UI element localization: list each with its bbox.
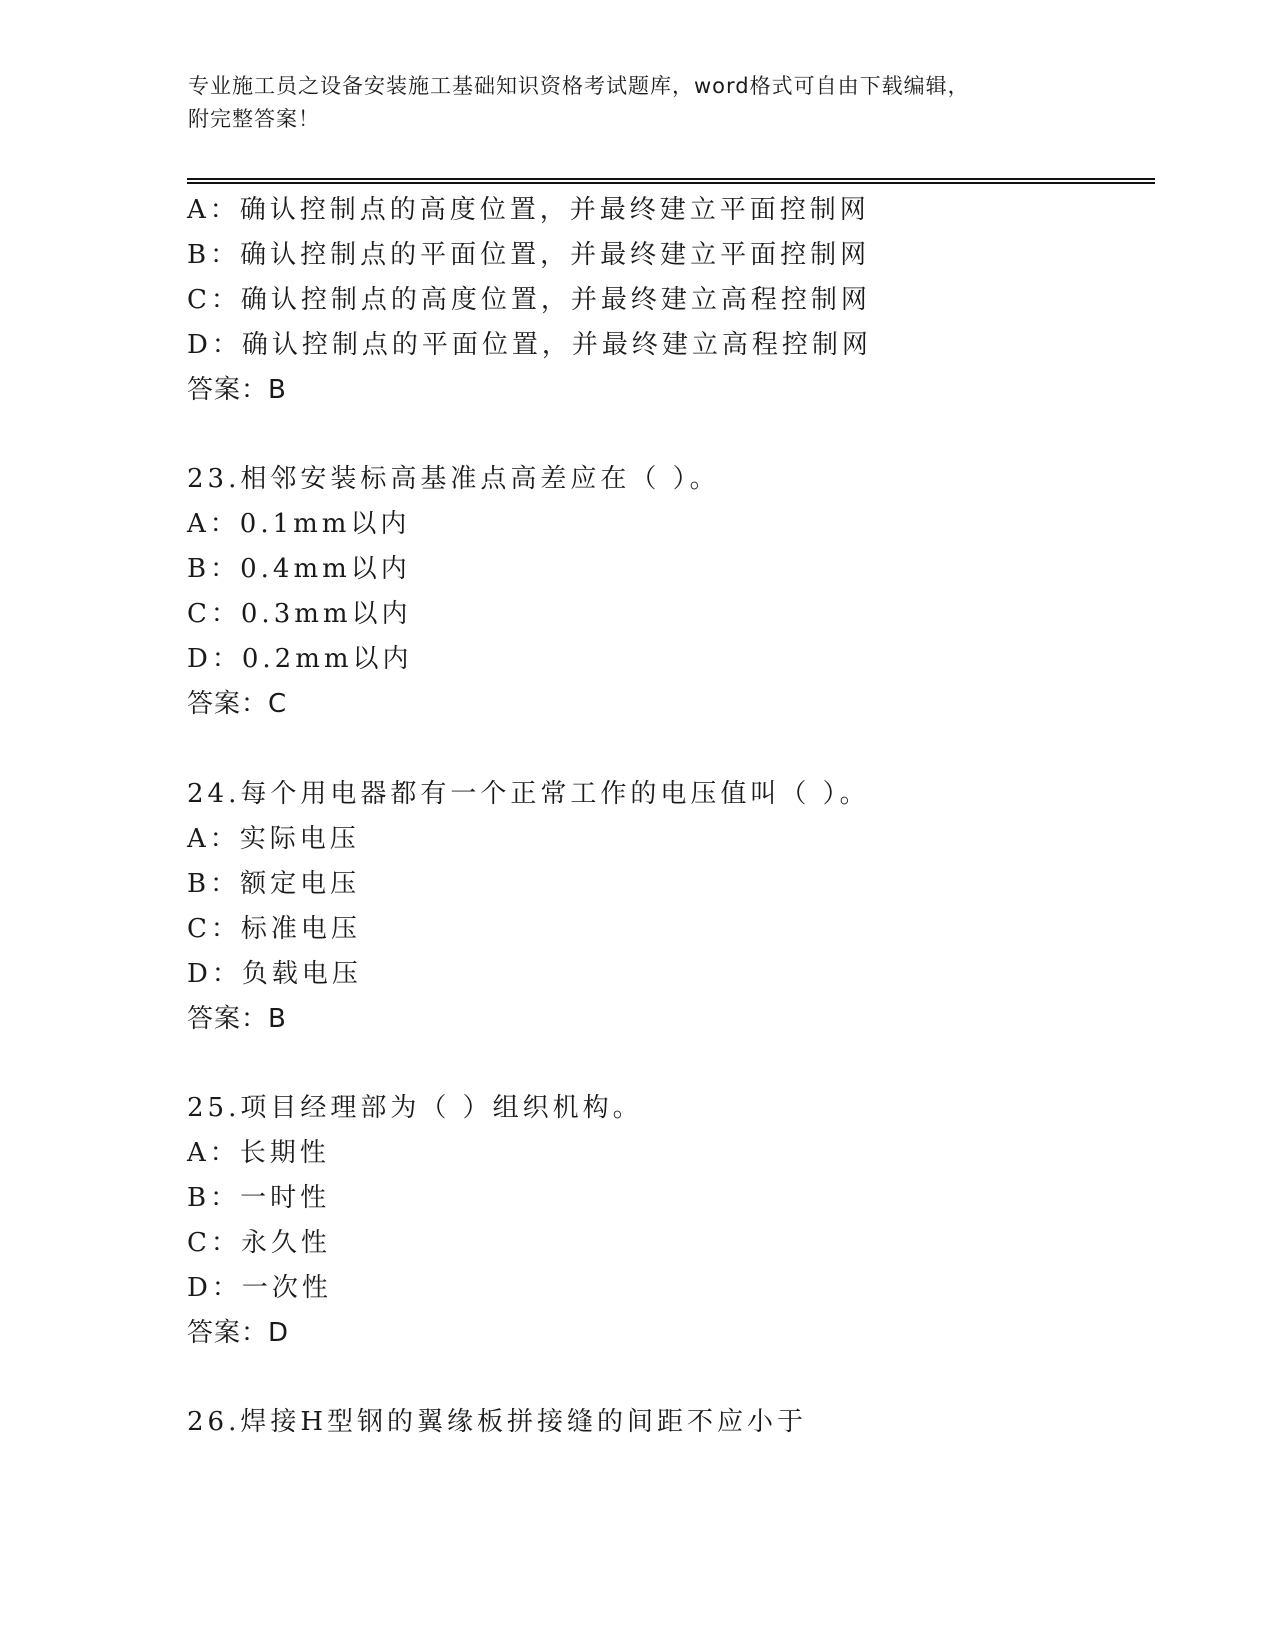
q24-option-a: A：实际电压 xyxy=(187,824,360,854)
header-divider-bottom xyxy=(187,182,1155,184)
q23-option-a: A：0.1mm以内 xyxy=(187,509,411,539)
q23-question: 23.相邻安装标高基准点高差应在（ ）。 xyxy=(187,464,720,494)
q22-option-d: D：确认控制点的平面位置，并最终建立高程控制网 xyxy=(187,330,872,360)
q25-option-b: B：一时性 xyxy=(187,1183,331,1213)
q22-option-a: A：确认控制点的高度位置，并最终建立平面控制网 xyxy=(187,195,870,225)
header-line-1: 专业施工员之设备安装施工基础知识资格考试题库，word格式可自由下载编辑， xyxy=(188,74,970,98)
header-line-2: 附完整答案！ xyxy=(188,107,320,131)
q23-option-d: D：0.2mm以内 xyxy=(187,644,413,674)
q23-answer: 答案：C xyxy=(187,689,288,719)
q24-option-d: D：负载电压 xyxy=(187,959,362,989)
q22-option-c: C：确认控制点的高度位置，并最终建立高程控制网 xyxy=(187,285,871,315)
q25-option-c: C：永久性 xyxy=(187,1228,331,1258)
header-divider-top xyxy=(187,178,1155,180)
q25-option-a: A：长期性 xyxy=(187,1138,330,1168)
q23-option-b: B：0.4mm以内 xyxy=(187,554,411,584)
q26-question: 26.焊接H型钢的翼缘板拼接缝的间距不应小于 xyxy=(187,1407,808,1437)
q22-answer: 答案：B xyxy=(187,375,287,405)
q24-option-c: C：标准电压 xyxy=(187,914,361,944)
q22-option-b: B：确认控制点的平面位置，并最终建立平面控制网 xyxy=(187,240,871,270)
q23-option-c: C：0.3mm以内 xyxy=(187,599,412,629)
q25-answer: 答案：D xyxy=(187,1318,290,1348)
q24-answer: 答案：B xyxy=(187,1004,287,1034)
q25-option-d: D：一次性 xyxy=(187,1273,332,1303)
q25-question: 25.项目经理部为（ ）组织机构。 xyxy=(187,1093,643,1123)
q24-question: 24.每个用电器都有一个正常工作的电压值叫（ ）。 xyxy=(187,779,870,809)
document-header xyxy=(188,70,1088,136)
q24-option-b: B：额定电压 xyxy=(187,869,361,899)
